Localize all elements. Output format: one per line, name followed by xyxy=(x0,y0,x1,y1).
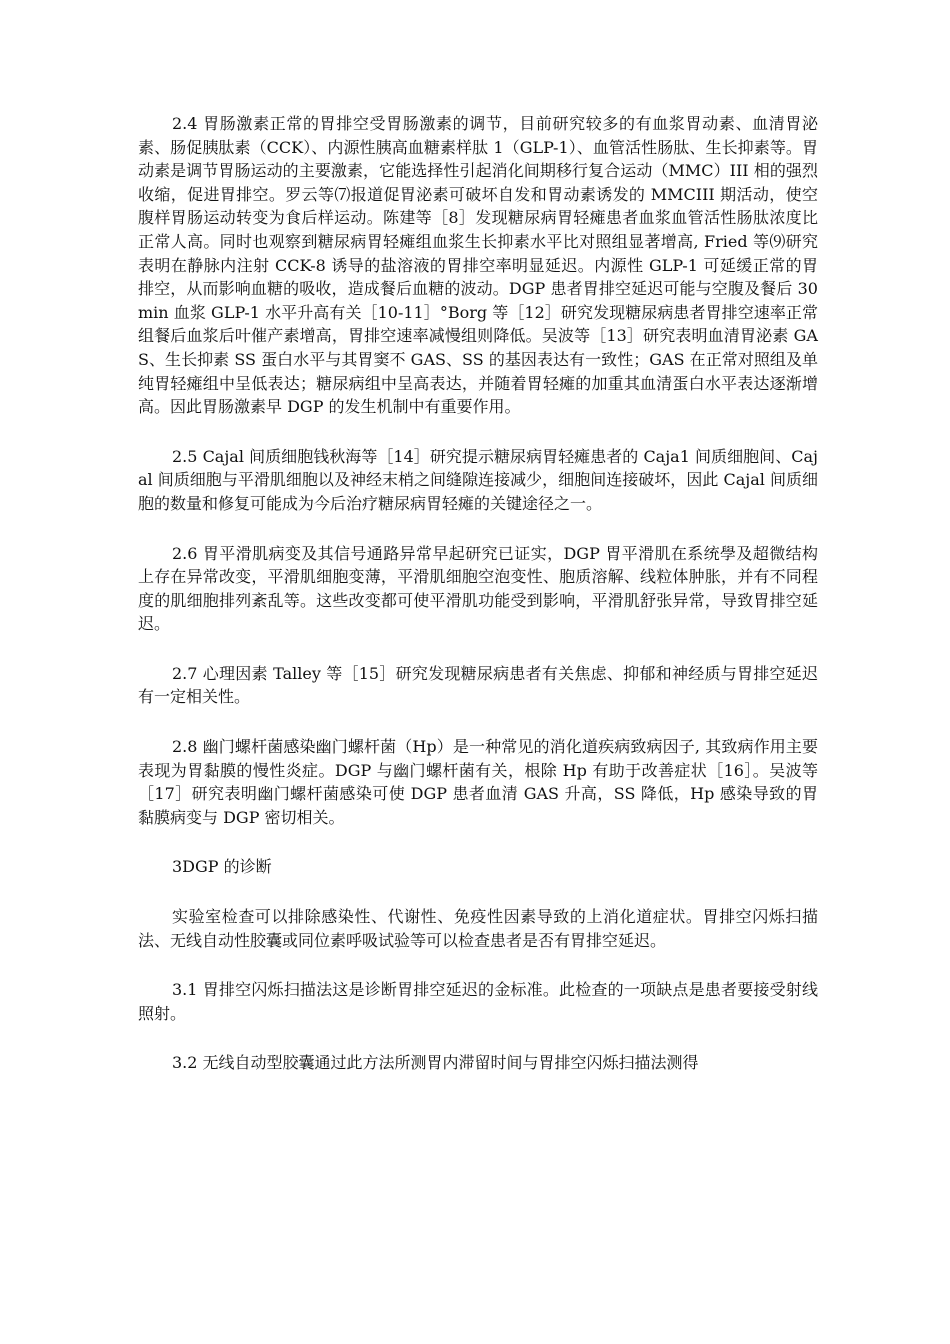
section-heading-3-diagnosis: 3DGP 的诊断 xyxy=(172,857,272,877)
paragraph-lab-tests: 实验室检查可以排除感染性、代谢性、免疫性因素导致的上消化道症状。胃排空闪烁扫描法、无线自动性胶囊或同位素呼吸试验等可以检查患者是否有胃排空延迟。 xyxy=(138,907,818,950)
paragraph-2-7-psychological-factors: 2.7 心理因素 Talley 等［15］研究发现糖尿病患者有关焦虑、抑郁和神经质与胃排空延迟有一定相关性。 xyxy=(138,663,818,707)
paragraph-3-2-wireless-capsule: 3.2 无线自动型胶囊通过此方法所测胃内滞留时间与胃排空闪烁扫描法测得 xyxy=(172,1053,699,1073)
paragraph-2-5-cajal-cells: 2.5 Cajal 间质细胞钱秋海等［14］研究提示糖尿病胃轻瘫患者的 Caja1 间质细胞间、Cajal 间质细胞与平滑肌细胞以及神经末梢之间缝隙连接减少，细胞间连接破坏，因此 Cajal 间质细胞的数量和修复可能成为今后治疗糖尿病胃轻瘫的关键途径之一。 xyxy=(138,446,818,513)
paragraph-2-8-helicobacter-pylori: 2.8 幽门螺杆菌感染幽门螺杆菌（Hp）是一种常见的消化道疾病致病因子, 其致病作用主要表现为胃黏膜的慢性炎症。DGP 与幽门螺杆菌有关，根除 Hp 有助于改善症状［16］。吴波等［17］研究表明幽门螺杆菌感染可使 DGP 患者血清 GAS 升高，SS 降低，Hp 感染导致的胃黏膜病变与 DGP 密切相关。 xyxy=(138,737,818,827)
paragraph-2-4-gastrointestinal-hormones: 2.4 胃肠激素正常的胃排空受胃肠激素的调节，目前研究较多的有血浆胃动素、血清胃泌素、肠促胰肽素（CCK）、内源性胰高血糖素样肽 1（GLP-1）、血管活性肠肽、生长抑素等。胃动素是调节胃肠运动的主要激素，它能选择性引起消化间期移行复合运动（MMC）III 相的强烈收缩，促进胃排空。罗云等⑺报道促胃泌素可破坏自发和胃动素诱发的 MMCIII 期活动，使空腹样胃肠运动转变为食后样运动。陈建等［8］发现糖尿病胃轻瘫患者血浆血管活性肠肽浓度比正常人高。同时也观察到糖尿病胃轻瘫组血浆生长抑素水平比对照组显著增高, Fried 等⑼研究表明在静脉内注射 CCK-8 诱导的盐溶液的胃排空率明显延迟。内源性 GLP-1 可延缓正常的胃排空，从而影响血糖的吸收，造成餐后血糖的波动。DGP 患者胃排空延迟可能与空腹及餐后 30min 血浆 GLP-1 水平升高有关［10-11］°Borg 等［12］研究发现糖尿病患者胃排空速率正常组餐后血浆后叶催产素增高，胃排空速率减慢组则降低。吴波等［13］研究表明血清胃泌素 GAS、生长抑素 SS 蛋白水平与其胃窦不 GAS、SS 的基因表达有一致性；GAS 在正常对照组及单纯胃轻瘫组中呈低表达；糖尿病组中呈高表达，并随着胃轻瘫的加重其血清蛋白水平表达逐渐增高。因此胃肠激素早 DGP 的发生机制中有重要作用。 xyxy=(138,114,818,417)
paragraph-2-6-smooth-muscle: 2.6 胃平滑肌病变及其信号通路异常早起研究已证实，DGP 胃平滑肌在系统學及超微结构上存在异常改变，平滑肌细胞变薄，平滑肌细胞空泡变性、胞质溶解、线粒体肿胀，并有不同程度的肌细胞排列紊乱等。这些改变都可使平滑肌功能受到影响，平滑肌舒张异常，导致胃排空延迟。 xyxy=(138,543,818,634)
paragraph-3-1-scintigraphy: 3.1 胃排空闪烁扫描法这是诊断胃排空延迟的金标准。此检查的一项缺点是患者要接受射线照射。 xyxy=(138,980,818,1023)
